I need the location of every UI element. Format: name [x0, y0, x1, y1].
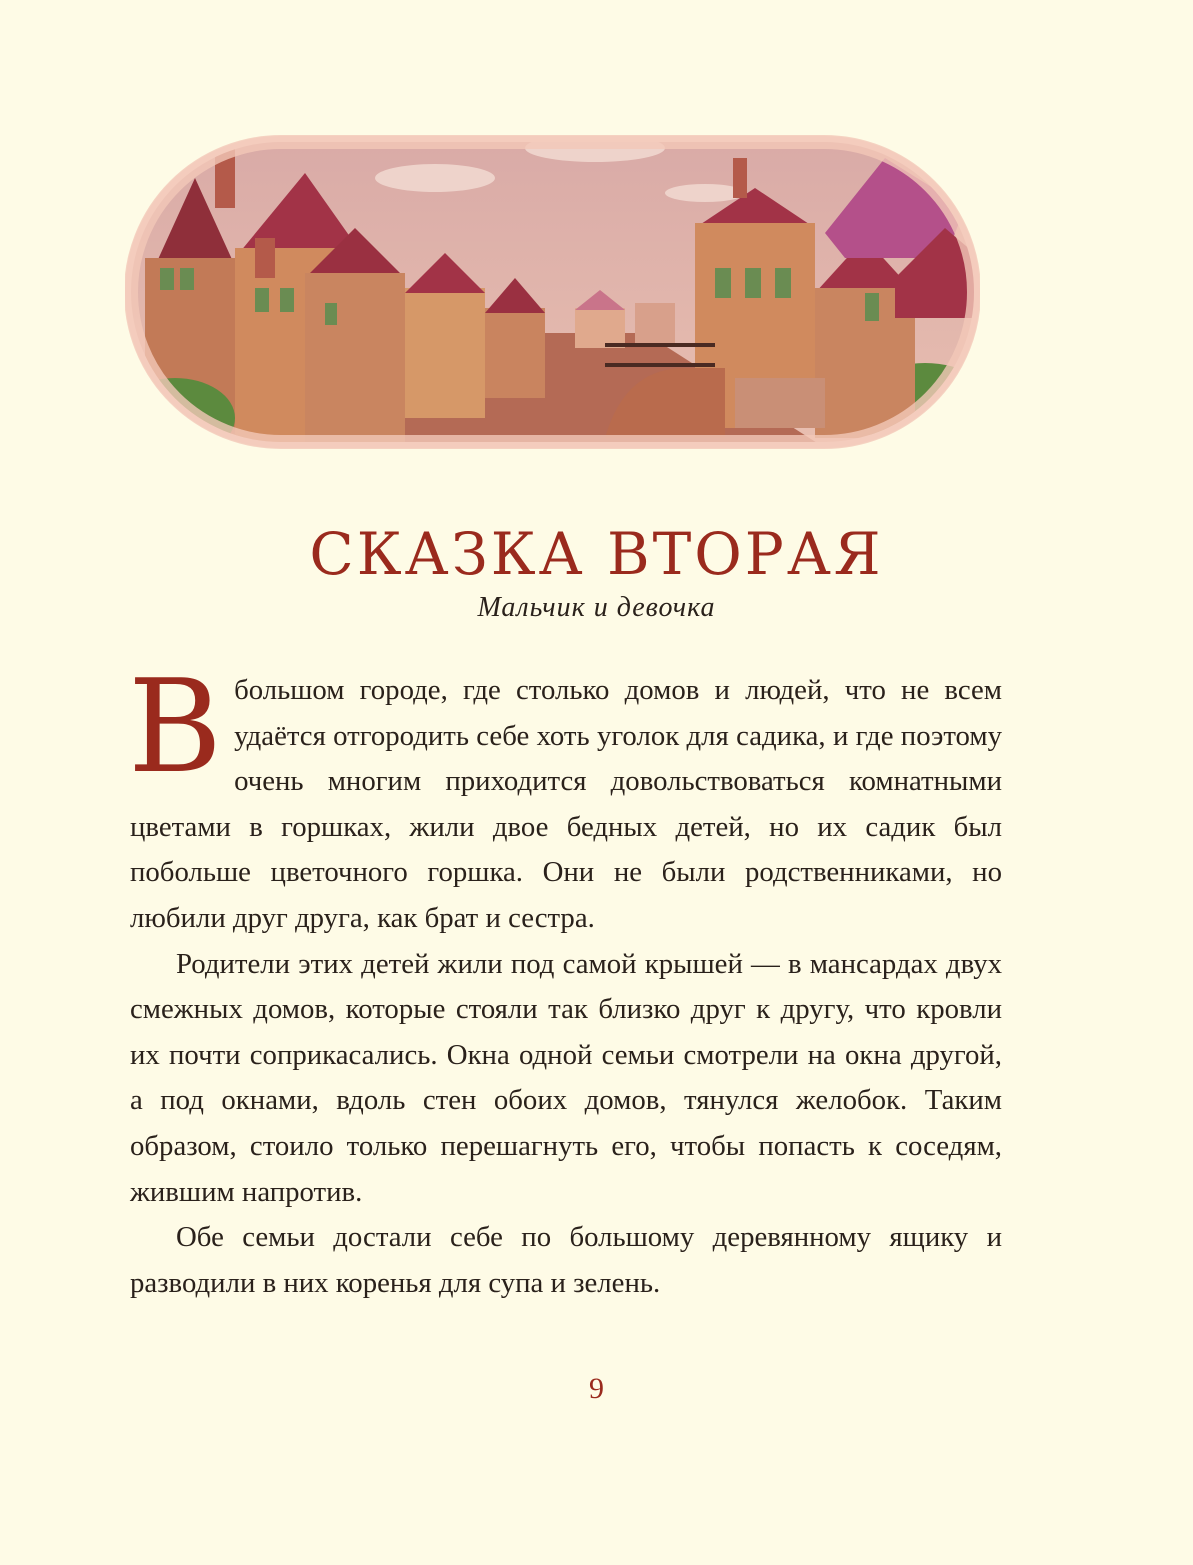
story-text — [128, 653, 1002, 1306]
town-street-illustration — [125, 118, 980, 458]
page-number: 9 — [589, 1372, 604, 1405]
paragraph-1-text: большом городе, где столько домов и людей, что не всем удаётся отгородить себе хоть уголок для садика, и где поэтому очень многим приходится довольствоваться комнатными цветами в горшках, жили двое бедных детей, но их садик был побольше цветочного горшка. Они не были родственниками, но любили друг друга, как брат и сестра. — [130, 674, 1002, 934]
chapter-subtitle: Мальчик и девочка — [477, 592, 716, 623]
chapter-title: СКАЗКА ВТОРАЯ — [309, 520, 884, 588]
paragraph-3: Обе семьи достали себе по большому деревянному ящику и разводили в них коренья для супа и зелень. — [130, 1221, 1002, 1299]
paragraph-2: Родители этих детей жили под самой крышей — в мансардах двух смежных домов, которые стояли так близко друг к другу, что кровли их почти соприкасались. Окна одной семьи смотрели на окна другой, а под окнами, вдоль стен обоих домов, тянулся желобок. Таким образом, стоило только перешагнуть его, чтобы попасть к соседям, жившим напротив. — [130, 947, 1002, 1208]
drop-cap-letter: В — [128, 653, 223, 802]
paragraph-1 — [128, 653, 1002, 942]
